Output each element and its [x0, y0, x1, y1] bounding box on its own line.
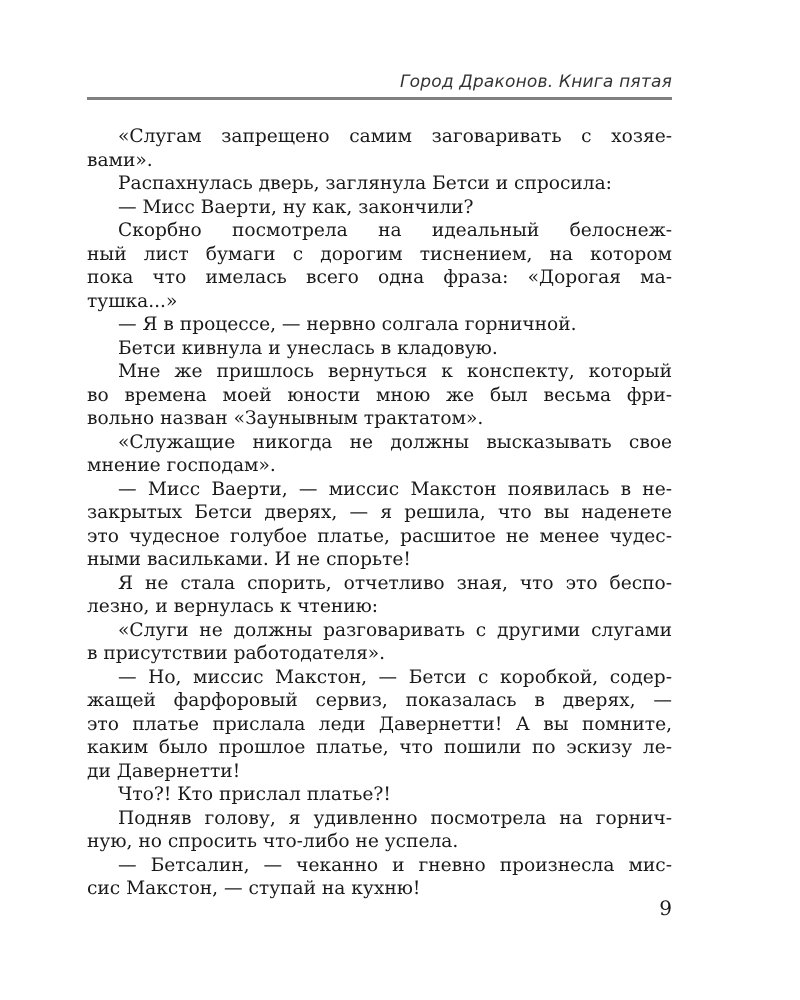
text-line: ную, но спросить что-либо не успела.	[87, 831, 459, 852]
text-line: пока что имелась всего одна фраза: «Дорогая ма-	[87, 267, 672, 288]
text-line: «Слуги не должны разговаривать с другими слугами	[118, 619, 672, 641]
text-line: Бетси кивнула и унеслась в кладовую.	[118, 337, 498, 359]
text-line: «Слугам запрещено самим заговаривать с хозяе-	[118, 126, 672, 147]
text-line: «Служащие никогда не должны высказывать свое	[118, 431, 672, 453]
text-line: Что?! Кто прислал платье?!	[118, 784, 391, 805]
text-line: — Мисс Ваерти, ну как, закончили?	[118, 196, 474, 218]
text-line: во времена моей юности мною же был весьма фри-	[87, 384, 672, 406]
text-line: — Но, миссис Макстон, — Бетси с коробкой, содер-	[118, 666, 672, 688]
page-number: 9	[659, 896, 672, 920]
text-line: — Мисс Ваерти, — миссис Макстон появилась в не-	[118, 478, 672, 500]
text-line: каким было прошлое платье, что пошили по эскизу ле-	[87, 737, 672, 758]
header-rule	[87, 97, 672, 100]
text-line: вами».	[87, 149, 153, 171]
text-line: тушка...»	[87, 290, 178, 312]
page-body-text	[87, 125, 672, 901]
text-line: сис Макстон, — ступай на кухню!	[87, 878, 421, 899]
text-line: ными васильками. И не спорьте!	[87, 549, 411, 570]
text-line: Подняв голову, я удивленно посмотрела на горнич-	[118, 807, 672, 829]
text-line: это платье прислала леди Давернетти! А вы помните,	[87, 713, 672, 735]
text-line: в присутствии работодателя».	[87, 643, 386, 664]
text-line: ный лист бумаги с дорогим тиснением, на котором	[87, 243, 672, 265]
text-line: лезно, и вернулась к чтению:	[87, 596, 379, 617]
text-line: — Бетсалин, — чеканно и гневно произнесла мис-	[118, 854, 672, 876]
running-head-title: Город Драконов. Книга пятая	[400, 72, 672, 92]
text-line: Мне же пришлось вернуться к конспекту, который	[118, 361, 672, 382]
text-line: жащей фарфоровый сервиз, показалась в дверях, —	[87, 690, 672, 711]
text-line: это чудесное голубое платье, расшитое не менее чудес-	[87, 525, 672, 547]
text-line: ди Давернетти!	[87, 760, 241, 782]
text-line: Распахнулась дверь, заглянула Бетси и спросила:	[118, 173, 612, 194]
text-line: — Я в процессе, — нервно солгала горничной.	[118, 314, 577, 335]
text-line: вольно назван «Заунывным трактатом».	[87, 408, 484, 429]
text-line: Скорбно посмотрела на идеальный белоснеж-	[118, 220, 672, 241]
text-line: закрытых Бетси дверях, — я решила, что вы наденете	[87, 502, 672, 523]
text-line: мнение господам».	[87, 455, 276, 476]
text-line: Я не стала спорить, отчетливо зная, что это беспо-	[118, 572, 672, 594]
